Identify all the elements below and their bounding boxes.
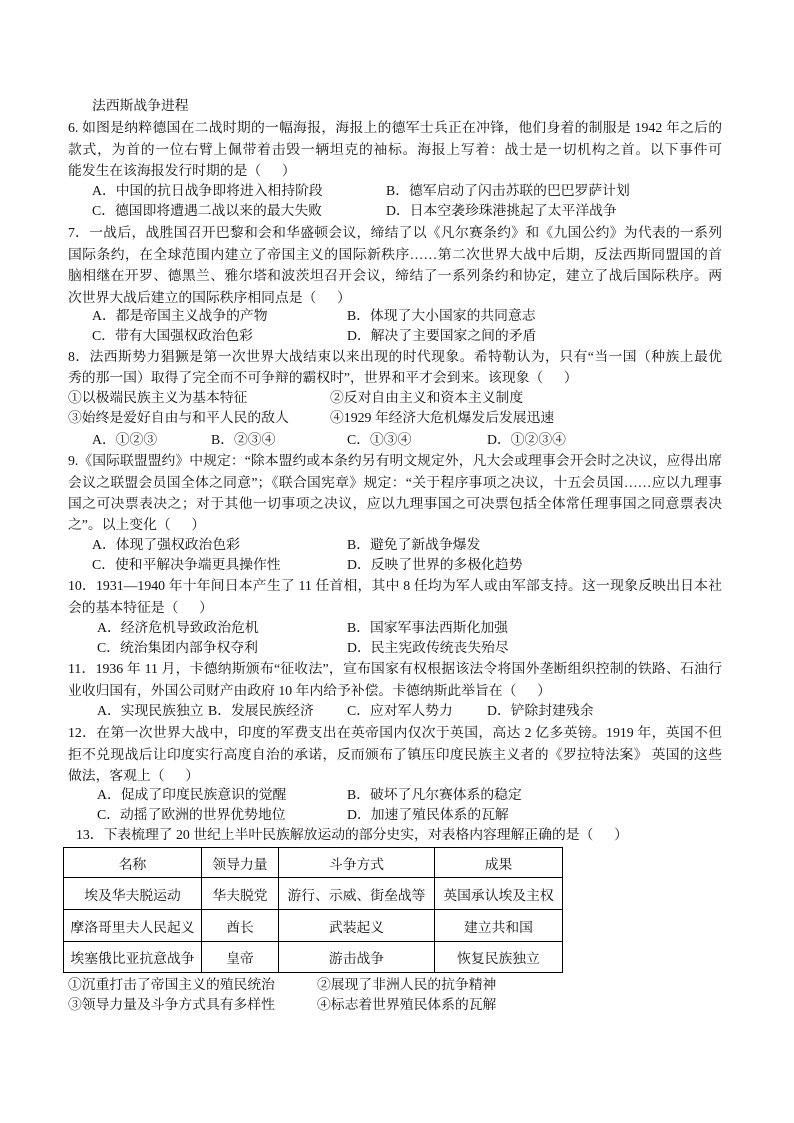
liberation-movements-table bbox=[63, 847, 563, 973]
question-7-stem-line: 次世界大战后建立的国际秩序相同点是（ ） bbox=[68, 290, 351, 305]
question-6-stem-line: 款式，为首的一位右臂上佩带着击毁一辆坦克的袖标。海报上写着：战士是一切机构之首。以下事件可 bbox=[68, 142, 722, 157]
question-8-option-a: A．①②③ bbox=[92, 432, 158, 447]
question-6-stem-line: 能发生在该海报发行时期的是（ ） bbox=[68, 163, 296, 178]
question-9-option-a: A．体现了强权政治色彩 bbox=[92, 537, 240, 552]
section-title: 法西斯战争进程 bbox=[92, 98, 189, 113]
table-cell: 游击战争 bbox=[279, 942, 435, 973]
question-7-option-a: A．都是帝国主义战争的产物 bbox=[92, 308, 268, 323]
question-13-statement-2: ②展现了非洲人民的抗争精神 bbox=[317, 977, 497, 992]
question-8-statement-3: ③始终是爱好自由与和平人民的敌人 bbox=[68, 410, 289, 425]
table-cell: 恢复民族独立 bbox=[435, 942, 563, 973]
question-12-option-b: B．破坏了凡尔赛体系的稳定 bbox=[347, 787, 522, 802]
question-8-option-b: B．②③④ bbox=[211, 432, 276, 447]
question-7-option-d: D．解决了主要国家之间的矛盾 bbox=[347, 328, 537, 343]
table-cell: 武装起义 bbox=[279, 910, 435, 942]
table-cell: 摩洛哥里夫人民起义 bbox=[64, 910, 202, 942]
table-cell: 华夫脱党 bbox=[202, 878, 279, 910]
question-6-option-d: D．日本空袭珍珠港挑起了太平洋战争 bbox=[386, 203, 617, 218]
question-7-option-b: B．体现了大小国家的共同意志 bbox=[347, 308, 536, 323]
table-cell: 英国承认埃及主权 bbox=[435, 878, 563, 910]
question-8-statement-2: ②反对自由主义和资本主义制度 bbox=[330, 390, 524, 405]
question-7-option-c: C．带有大国强权政治色彩 bbox=[92, 328, 253, 343]
question-6-option-b: B．德军启动了闪击苏联的巴巴罗萨计划 bbox=[386, 183, 630, 198]
table-cell: 游行、示威、街垒战等 bbox=[279, 878, 435, 910]
question-12-option-a: A．促成了印度民族意识的觉醒 bbox=[97, 787, 287, 802]
question-9-stem-line: 会议之联盟会员国全体之同意”；《联合国宪章》规定：“关于程序事项之决议，十五会员国……应以九理事 bbox=[68, 475, 722, 490]
question-9-stem-line: 国之可决票表决之；对于其他一切事项之决议，应以九理事国之可决票包括全体常任理事国之同意票表决 bbox=[68, 496, 722, 511]
question-13-statement-3: ③领导力量及斗争方式具有多样性 bbox=[68, 997, 275, 1012]
question-9-stem-line: 之”。以上变化（ ） bbox=[68, 517, 206, 532]
question-12-option-d: D．加速了殖民体系的瓦解 bbox=[347, 807, 509, 822]
question-9-option-c: C．使和平解决争端更具操作性 bbox=[92, 557, 281, 572]
table-header-cell: 斗争方式 bbox=[279, 848, 435, 878]
question-10-stem-line: 10．1931—1940 年十年间日本产生了 11 任首相，其中 8 任均为军人或由军部支持。这一现象反映出日本社 bbox=[68, 578, 722, 593]
question-7-stem-line: 脑相继在开罗、德黑兰、雅尔塔和波茨坦召开会议，缔结了一系列条约和协定，建立了战后国际秩序。两 bbox=[68, 268, 722, 283]
question-12-option-c: C．动摇了欧洲的世界优势地位 bbox=[97, 807, 286, 822]
question-9-option-b: B．避免了新战争爆发 bbox=[347, 537, 481, 552]
table-header-row bbox=[64, 848, 563, 878]
question-8-statement-1: ①以极端民族主义为基本特征 bbox=[68, 390, 248, 405]
question-12-stem-line: 做法，客观上（ ） bbox=[68, 768, 200, 783]
question-10-stem-line: 会的基本特征是（ ） bbox=[68, 600, 213, 615]
question-13-statement-1: ①沉重打击了帝国主义的殖民统治 bbox=[68, 977, 275, 992]
question-11-option-b: B．发展民族经济 bbox=[208, 703, 314, 718]
question-8-stem-line: 8．法西斯势力猖獗是第一次世界大战结束以来出现的时代现象。希特勒认为，只有“当一国（种族上最优 bbox=[68, 349, 722, 364]
table-header-cell: 名称 bbox=[64, 848, 202, 878]
question-11-option-c: C．应对军人势力 bbox=[347, 703, 453, 718]
question-11-stem-line: 11．1936 年 11 月，卡德纳斯颁布“征收法”，宣布国家有权根据该法令将国外垄断组织控制的铁路、石油行 bbox=[68, 661, 722, 676]
question-8-option-c: C．①③④ bbox=[347, 432, 412, 447]
table-cell: 建立共和国 bbox=[435, 910, 563, 942]
question-9-option-d: D．反映了世界的多极化趋势 bbox=[347, 557, 523, 572]
table-header-cell: 成果 bbox=[435, 848, 563, 878]
table-row bbox=[64, 878, 563, 910]
question-6-stem-line: 6. 如图是纳粹德国在二战时期的一幅海报，海报上的德军士兵正在冲锋，他们身着的制服是 1942 年之后的 bbox=[68, 120, 722, 135]
question-6-option-a: A．中国的抗日战争即将进入相持阶段 bbox=[92, 183, 323, 198]
table-cell: 埃塞俄比亚抗意战争 bbox=[64, 942, 202, 973]
table-row bbox=[64, 942, 563, 973]
question-10-option-a: A．经济危机导致政治危机 bbox=[97, 620, 259, 635]
question-9-stem-line: 9.《国际联盟盟约》中规定：“除本盟约或本条约另有明文规定外，凡大会或理事会开会时之决议，应得出席 bbox=[68, 453, 722, 468]
question-12-stem-line: 12．在第一次世界大战中，印度的军费支出在英帝国内仅次于英国，高达 2 亿多英镑。1919 年，英国不但 bbox=[68, 725, 722, 740]
question-10-option-c: C．统治集团内部争权夺利 bbox=[97, 640, 258, 655]
question-11-stem-line: 业收归国有，外国公司财产由政府 10 年内给予补偿。卡德纳斯此举旨在（ ） bbox=[68, 683, 551, 698]
table-cell: 皇帝 bbox=[202, 942, 279, 973]
table-row bbox=[64, 910, 563, 942]
table-header-cell: 领导力量 bbox=[202, 848, 279, 878]
question-8-stem-line: 秀的那一国）取得了完全而不可争辩的霸权时”，世界和平才会到来。该现象（ ） bbox=[68, 370, 578, 385]
question-13-stem-line: 13．下表梳理了 20 世纪上半叶民族解放运动的部分史实，对表格内容理解正确的是（ ） bbox=[76, 827, 628, 842]
table-cell: 埃及华夫脱运动 bbox=[64, 878, 202, 910]
question-11-option-a: A．实现民族独立 bbox=[97, 703, 204, 718]
question-13-statement-4: ④标志着世界殖民体系的瓦解 bbox=[317, 997, 497, 1012]
question-7-stem-line: 国际条约，在全球范围内建立了帝国主义的国际新秩序……第二次世界大战中后期，反法西斯同盟国的首 bbox=[68, 247, 722, 262]
table-cell: 酋长 bbox=[202, 910, 279, 942]
question-10-option-b: B．国家军事法西斯化加强 bbox=[347, 620, 508, 635]
question-8-option-d: D．①②③④ bbox=[487, 432, 566, 447]
question-8-statement-4: ④1929 年经济大危机爆发后发展迅速 bbox=[330, 410, 555, 425]
question-12-stem-line: 拒不兑现战后让印度实行高度自治的承诺，反而颁布了镇压印度民族主义者的《罗拉特法案》 英国的这些 bbox=[68, 747, 722, 762]
question-7-stem-line: 7．一战后，战胜国召开巴黎和会和华盛顿会议，缔结了以《凡尔赛条约》和《九国公约》为代表的一系列 bbox=[68, 225, 722, 240]
question-10-option-d: D．民主宪政传统丧失殆尽 bbox=[347, 640, 509, 655]
question-11-option-d: D．铲除封建残余 bbox=[487, 703, 594, 718]
question-6-option-c: C．德国即将遭遇二战以来的最大失败 bbox=[92, 203, 322, 218]
